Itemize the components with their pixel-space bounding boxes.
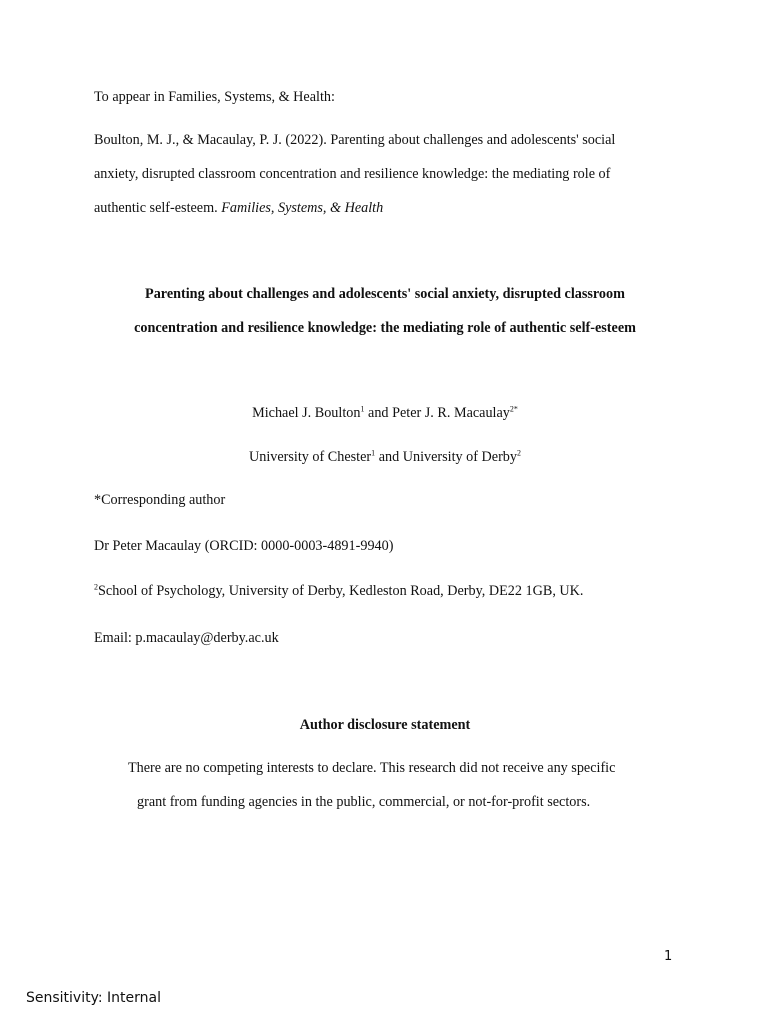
paper-title-line-1: Parenting about challenges and adolescents' social anxiety, disrupted classroom (145, 286, 625, 302)
disclosure-line-2: grant from funding agencies in the public, commercial, or not-for-profit sectors. (137, 794, 591, 810)
corresponding-author-address (94, 582, 583, 600)
author-list (0, 404, 770, 422)
citation-line-2: anxiety, disrupted classroom concentration and resilience knowledge: the mediating role of (94, 166, 611, 182)
disclosure-line-1: There are no competing interests to declare. This research did not receive any specific (128, 760, 616, 776)
affiliation-name: University of Derby (402, 449, 517, 465)
affiliation-marker: 1 (371, 448, 376, 458)
address-text: School of Psychology, University of Derby, Kedleston Road, Derby, DE22 1GB, UK. (98, 583, 584, 599)
corresponding-author-email: Email: p.macaulay@derby.ac.uk (94, 630, 279, 646)
disclosure-heading: Author disclosure statement (299, 717, 471, 733)
paper-title-line-2: concentration and resilience knowledge: the mediating role of authentic self-esteem (134, 320, 636, 336)
affiliation-name: University of Chester (248, 449, 372, 465)
affiliation-marker: 2 (94, 582, 98, 592)
corresponding-author-name: Dr Peter Macaulay (ORCID: 0000-0003-4891-9940) (94, 538, 394, 554)
author-joiner: and (364, 405, 393, 421)
page-number: 1 (664, 949, 673, 964)
citation-line-1: Boulton, M. J., & Macaulay, P. J. (2022). Parenting about challenges and adolescents' social (94, 132, 616, 148)
author-name: Michael J. Boulton (252, 405, 361, 421)
affiliation-marker: 2* (509, 404, 518, 414)
affiliation-joiner: and (375, 449, 403, 465)
citation-text: authentic self-esteem. (94, 200, 222, 216)
affiliation-marker: 2 (517, 448, 521, 458)
citation-line-3 (94, 199, 383, 217)
affiliation-list (0, 448, 770, 466)
corresponding-author-label: *Corresponding author (94, 492, 226, 508)
journal-name: Families, Systems, & Health (221, 200, 384, 216)
author-name: Peter J. R. Macaulay (392, 405, 510, 421)
affiliation-marker: 1 (360, 404, 365, 414)
appear-notice: To appear in Families, Systems, & Health: (94, 89, 335, 105)
sensitivity-label: Sensitivity: Internal (26, 990, 161, 1006)
